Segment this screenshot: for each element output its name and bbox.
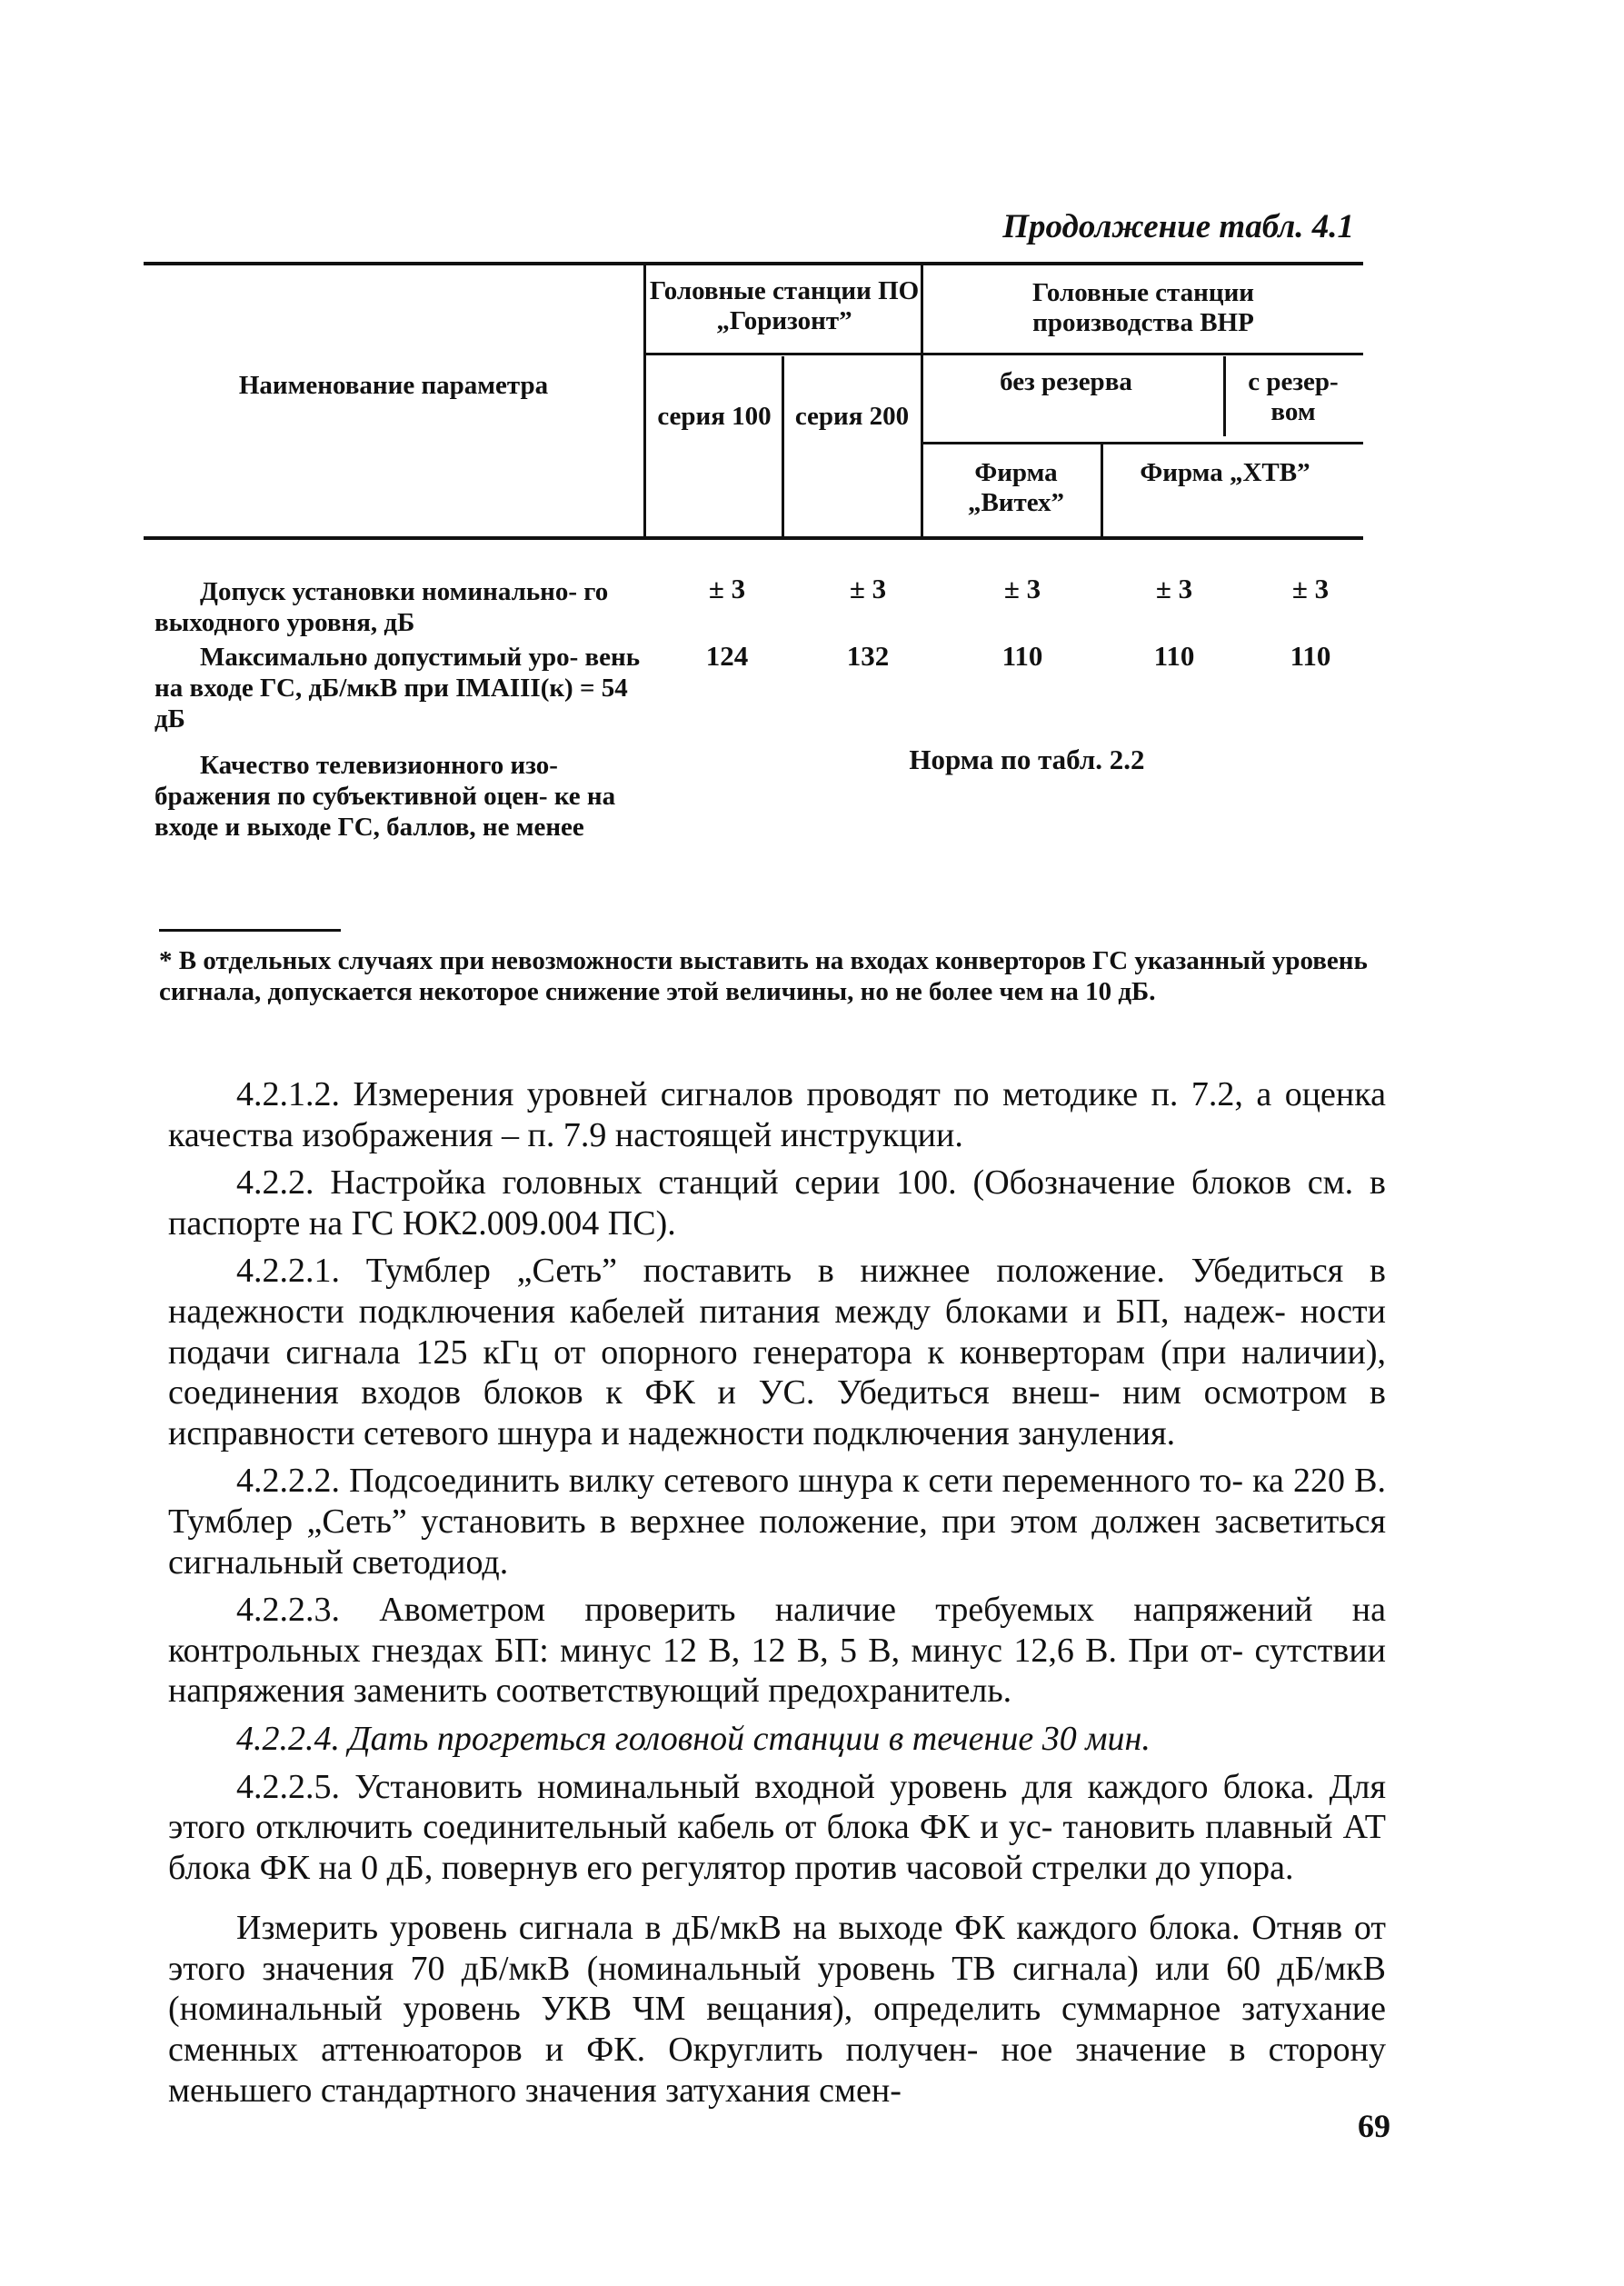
- table-cell: 110: [1153, 640, 1195, 672]
- header-no-reserve: без резерва: [1000, 367, 1132, 396]
- table-divider: [782, 356, 784, 536]
- table-divider: [643, 353, 1363, 355]
- page-number: 69: [1358, 2108, 1390, 2144]
- table-cell-norm: Норма по табл. 2.2: [909, 744, 1145, 775]
- header-with-reserve: с резер- вом: [1248, 367, 1339, 427]
- paragraph: 4.2.2.2. Подсоединить вилку сетевого шнура к сети переменного то- ка 220 В. Тумблер „Сеть” установить в верхнее положение, при этом должен засветиться сигнальный светодиод.: [168, 1462, 1386, 1582]
- paragraph: 4.2.1.2. Измерения уровней сигналов проводят по методике п. 7.2, а оценка качества изображения – п. 7.9 настоящей инструкции.: [168, 1075, 1386, 1154]
- header-vnr: Головные станции производства ВНР: [1031, 278, 1254, 338]
- table-divider: [643, 265, 646, 536]
- paragraph: 4.2.2.3. Авометром проверить наличие требуемых напряжений на контрольных гнездах БП: минус 12 В, 12 В, 5 В, минус 12,6 В. При от- сутствии напряжения заменить соответствующий предохранитель.: [168, 1591, 1386, 1711]
- table-cell: 110: [1001, 640, 1043, 672]
- paragraph: 4.2.2.1. Тумблер „Сеть” поставить в нижнее положение. Убедиться в надежности подключения кабелей питания между блоками и БП, надеж- ности подачи сигнала 125 кГц от опорного генератора к конверторам (при наличии), соединения входов блоков к ФК и УС. Убедиться внеш- ним осмотром в исправности сетевого шнура и надежности подключения зануления.: [168, 1252, 1386, 1452]
- table-cell: ± 3: [708, 573, 746, 604]
- paragraph: 4.2.2.4. Дать прогреться головной станции в течение 30 мин.: [236, 1719, 1151, 1758]
- header-series-200: серия 200: [794, 402, 910, 431]
- row-label-tolerance: Допуск установки номинально- го выходного уровня, дБ: [154, 577, 609, 637]
- parameter-table-header: [144, 262, 1363, 540]
- table-cell: 132: [846, 640, 890, 672]
- table-divider: [1101, 444, 1103, 536]
- row-label-quality: Качество телевизионного изо- бражения по субъективной оцен- ке на входе и выходе ГС, баллов, не менее: [154, 751, 616, 842]
- footnote: * В отдельных случаях при невозможности выставить на входах конверторов ГС указанный уровень сигнала, допускается некоторое снижение этой величины, но не более чем на 10 дБ.: [159, 946, 1368, 1006]
- header-series-100: серия 100: [657, 402, 772, 431]
- row-label-max-level: Максимально допустимый уро- вень на входе ГС, дБ/мкВ при IMAIII(к) = 54 дБ: [154, 643, 641, 734]
- body-text: [168, 1074, 1386, 2118]
- footnote-rule: [159, 929, 341, 932]
- paragraph: 4.2.2. Настройка головных станций серии 100. (Обозначение блоков см. в паспорте на ГС ЮК2.009.004 ПС).: [168, 1163, 1386, 1243]
- paragraph: Измерить уровень сигнала в дБ/мкВ на выходе ФК каждого блока. Отняв от этого значения 70 дБ/мкВ (номинальный уровень ТВ сигнала) или 60 дБ/мкВ (номинальный уровень УКВ ЧМ вещания), определить суммарное затухание сменных аттенюаторов и ФК. Округлить получен- ное значение в сторону меньшего стандартного значения затухания смен-: [168, 1909, 1386, 2110]
- table-cell: ± 3: [1155, 573, 1193, 604]
- table-cell: 124: [705, 640, 749, 672]
- table-divider: [1223, 356, 1226, 436]
- header-xtv: Фирма „ХТВ”: [1140, 458, 1310, 487]
- paragraph: 4.2.2.5. Установить номинальный входной уровень для каждого блока. Для этого отключить соединительный кабель от блока ФК и ус- тановить плавный АТ блока ФК на 0 дБ, повернув его регулятор против часовой стрелки до упора.: [168, 1767, 1386, 1887]
- header-param: Наименование параметра: [238, 371, 549, 400]
- header-vitex: Фирма „Витех”: [967, 458, 1065, 518]
- table-divider: [921, 442, 1363, 444]
- table-cell: 110: [1290, 640, 1331, 672]
- table-divider: [921, 265, 923, 536]
- table-cell: ± 3: [1291, 573, 1330, 604]
- table-cell: ± 3: [849, 573, 887, 604]
- table-caption: Продолжение табл. 4.1: [1002, 208, 1354, 245]
- header-horizont: Головные станции ПО „Горизонт”: [649, 276, 920, 336]
- table-cell: ± 3: [1003, 573, 1041, 604]
